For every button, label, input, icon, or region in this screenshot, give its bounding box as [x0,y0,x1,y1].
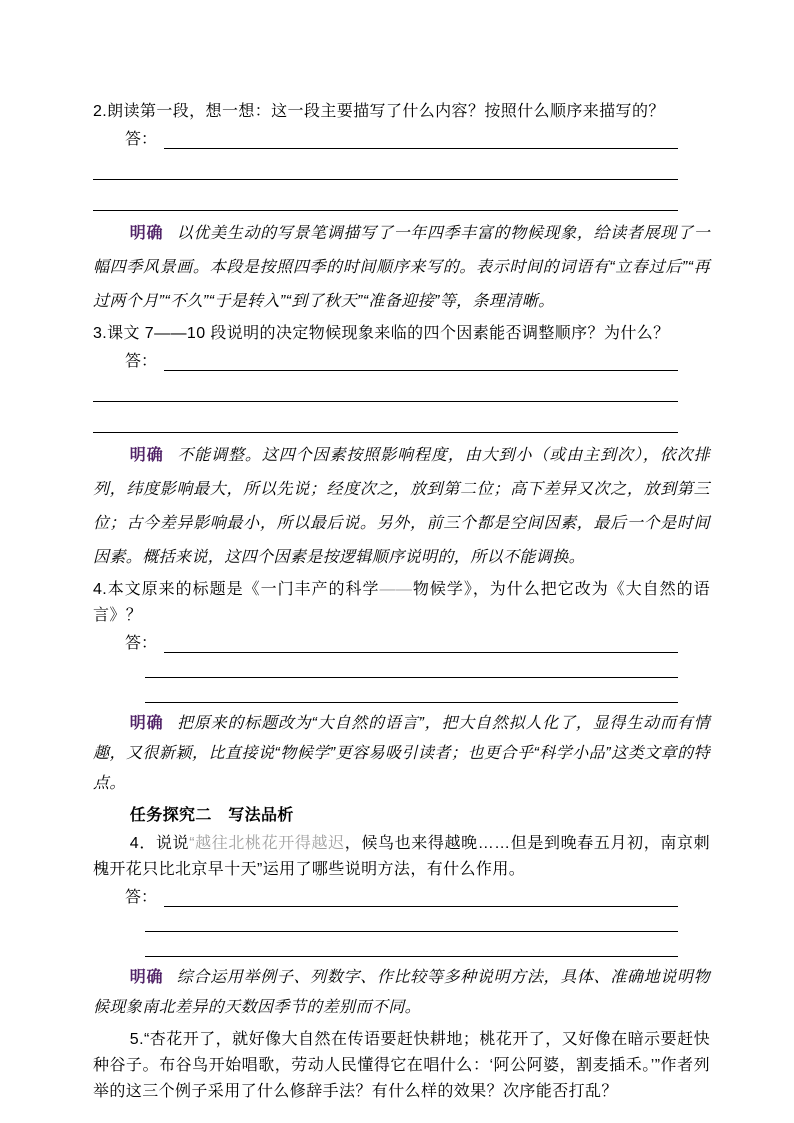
question-4-answer-row [93,633,678,653]
answer-label: 答： [125,353,158,370]
answer-blank-line [145,678,678,703]
answer-blank-line [93,149,678,180]
question-3-post: 10 段说明的决定物候现象来临的四个因素能否调整顺序？为什么？ [186,325,670,342]
question-4-text [93,577,710,629]
answer-blank-line [93,180,678,211]
answer-label: 答： [125,889,158,906]
answer-blank-line [164,632,678,653]
mingque-label: 明确 [129,447,164,464]
question-3-text [93,321,710,347]
mingque-2-paragraph [93,217,710,319]
mingque-4b-text: 综合运用举例子、列数字、作比较等多种说明方法，具体、准确地说明物候现象南北差异的天数因季节的差别而不同。 [93,969,710,1016]
question-3-pre: 3.课文 7 [93,325,155,342]
mingque-4-paragraph [93,709,710,799]
mingque-4-text: 把原来的标题改为“大自然的语言”，把大自然拟人化了，显得生动而有情趣，又很新颖，比直接说“物候学”更容易吸引读者；也更合乎“科学小品”这类文章的特点。 [93,715,710,792]
answer-blank-line [145,932,678,957]
answer-blank-line [145,907,678,932]
mingque-label: 明确 [129,969,164,986]
answer-blank-line [145,653,678,678]
question-3-answer-row [93,351,678,371]
question-4b-quote-gray: “越往北桃花开得越迟 [189,835,345,852]
mingque-4b-paragraph [93,963,710,1023]
question-2-answer-row [93,129,678,149]
answer-label: 答： [125,635,158,652]
answer-blank-line [93,371,678,402]
mingque-label: 明确 [129,715,164,732]
answer-blank-line [164,128,678,149]
task-section-header: 任务探究二 写法品析 [129,807,294,824]
mingque-2-text: 以优美生动的写景笔调描写了一年四季丰富的物候现象，给读者展现了一幅四季风景画。本段是按照四季的时间顺序来写的。表示时间的词语有“立春过后”“再过两个月”“不久”“于是转入”“到了秋天”“准备迎接”等，条理清晰。 [93,225,710,310]
question-5-text: 5.“杏花开了，就好像大自然在传语要赶快耕地；桃花开了，又好像在暗示要赶快种谷子。布谷鸟开始唱歌，劳动人民懂得它在唱什么：‘阿公阿婆，割麦插禾。’”作者列举的这三个例子采用了什么修辞手法？有什么样的效果？次序能否打乱？ [93,1031,710,1100]
question-4b-answer-row [93,887,678,907]
answer-blank-line [164,350,678,371]
answer-blank-line [164,886,678,907]
question-4b-post: ，候鸟也来得越晚……但是到晚春五月初，南京刺槐开花只比北京早十天”运用了哪些说明方法，有什么作用。 [93,835,710,878]
question-4b-text [93,831,710,883]
question-4-dash: —— [379,581,413,598]
mingque-label: 明确 [129,225,164,242]
question-4b-pre: 4．说说 [129,835,190,852]
answer-blank-line [93,402,678,433]
question-2-text: 2.朗读第一段，想一想：这一段主要描写了什么内容？按照什么顺序来描写的？ [93,103,665,120]
mingque-3-paragraph [93,439,710,575]
question-3-dash: —— [154,325,187,342]
mingque-3-text: 不能调整。这四个因素按照影响程度，由大到小（或由主到次），依次排列，纬度影响最大，所以先说；经度次之，放到第二位；高下差异又次之，放到第三位；古今差异影响最小，所以最后说。另外，前三个都是空间因素，最后一个是时间因素。概括来说，这四个因素是按逻辑顺序说明的，所以不能调换。 [93,447,710,566]
question-4-post: 物候学》，为什么把它改为《大自然的语言》？ [93,581,711,624]
answer-label: 答： [125,131,158,148]
question-4-pre: 4.本文原来的标题是《一门丰产的科学 [93,581,380,598]
